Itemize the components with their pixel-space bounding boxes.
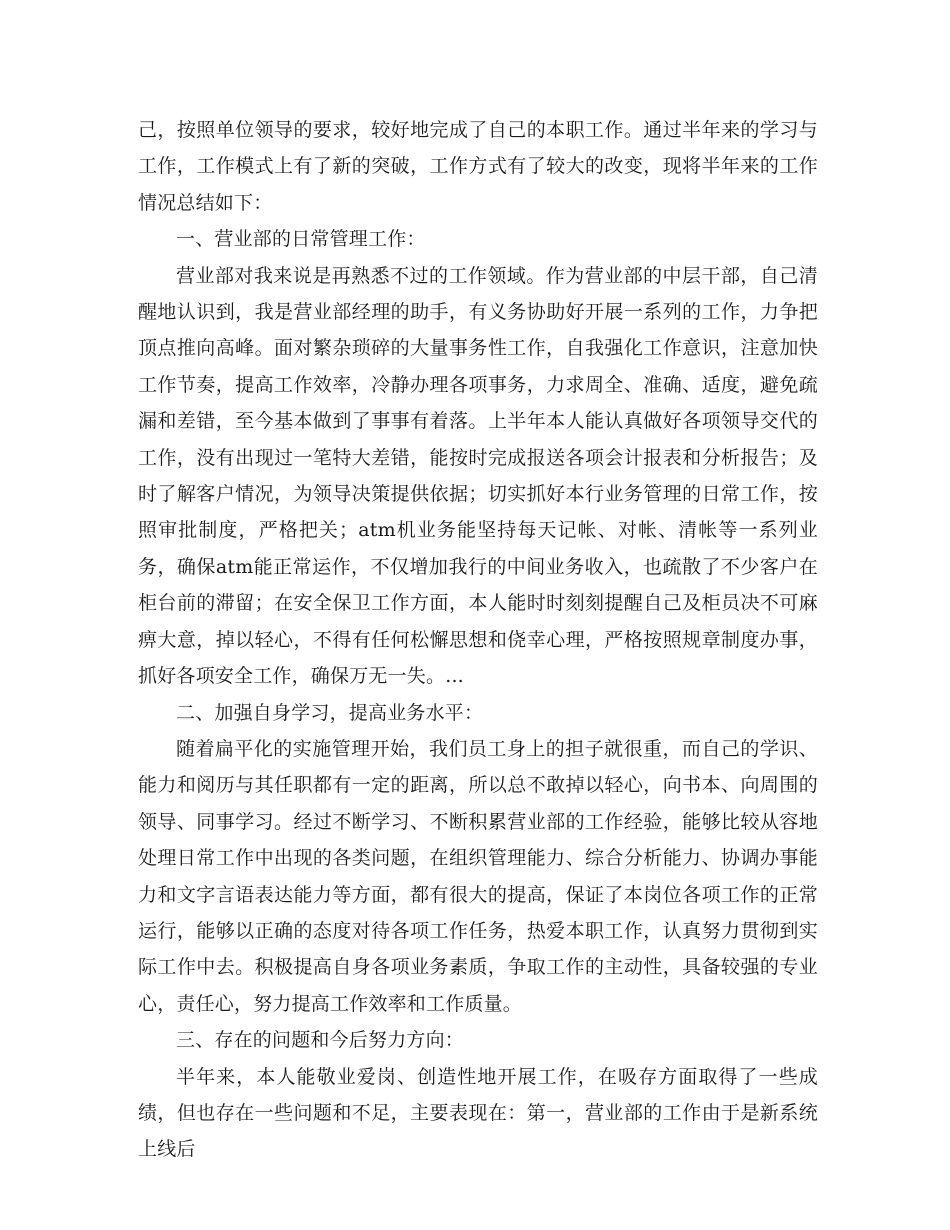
document-body bbox=[138, 112, 818, 1168]
heading-section-3: 三、存在的问题和今后努力方向： bbox=[176, 1029, 465, 1052]
paragraph-section-1: 营业部对我来说是再熟悉不过的工作领域。作为营业部的中层干部，自己清醒地认识到，我是营业部经理的助手，有义务协助好开展一系列的工作，力争把顶点推向高峰。面对繁杂琐碎的大量事务性工作，自我强化工作意识，注意加快工作节奏，提高工作效率，冷静办理各项事务，力求周全、准确、适度，避免疏漏和差错，至今基本做到了事事有着落。上半年本人能认真做好各项领导交代的工作，没有出现过一笔特大差错，能按时完成报送各项会计报表和分析报告；及时了解客户情况，为领导决策提供依据；切实抓好本行业务管理的日常工作，按照审批制度，严格把关；atm机业务能坚持每天记帐、对帐、清帐等一系列业务，确保atm能正常运作，不仅增加我行的中间业务收入，也疏散了不少客户在柜台前的滞留；在安全保卫工作方面，本人能时时刻刻提醒自己及柜员决不可麻痹大意，掉以轻心，不得有任何松懈思想和侥幸心理，严格按照规章制度办事，抓好各项安全工作，确保万无一失。... bbox=[138, 264, 818, 688]
heading-section-2: 二、加强自身学习，提高业务水平： bbox=[176, 701, 484, 724]
paragraph-intro: 己，按照单位领导的要求，较好地完成了自己的本职工作。通过半年来的学习与工作，工作模式上有了新的突破，工作方式有了较大的改变，现将半年来的工作情况总结如下： bbox=[138, 119, 818, 214]
paragraph-section-2: 随着扁平化的实施管理开始，我们员工身上的担子就很重，而自己的学识、能力和阅历与其任职都有一定的距离，所以总不敢掉以轻心，向书本、向周围的领导、同事学习。经过不断学习、不断积累营业部的工作经验，能够比较从容地处理日常工作中出现的各类问题，在组织管理能力、综合分析能力、协调办事能力和文字言语表达能力等方面，都有很大的提高，保证了本岗位各项工作的正常运行，能够以正确的态度对待各项工作任务，热爱本职工作，认真努力贯彻到实际工作中去。积极提高自身各项业务素质，争取工作的主动性，具备较强的专业心，责任心，努力提高工作效率和工作质量。 bbox=[138, 737, 818, 1015]
heading-section-1: 一、营业部的日常管理工作： bbox=[176, 228, 426, 251]
paragraph-section-3: 半年来，本人能敬业爱岗、创造性地开展工作，在吸存方面取得了一些成绩，但也存在一些问题和不足，主要表现在：第一，营业部的工作由于是新系统上线后 bbox=[138, 1065, 818, 1161]
